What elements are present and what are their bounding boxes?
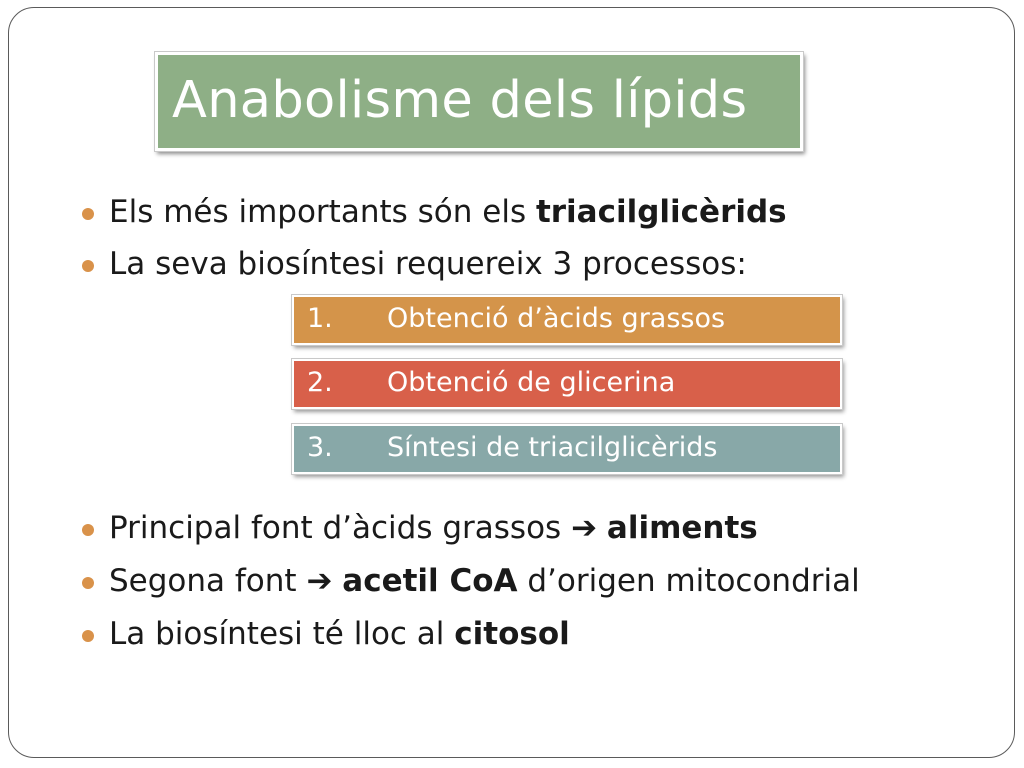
bullet-text-plain: La seva biosíntesi requereix 3 processos: (109, 246, 747, 282)
bullet-text-plain: Segona font (109, 563, 307, 599)
bullet-text-bold: aliments (606, 510, 758, 546)
bullet-dot-icon (82, 208, 94, 220)
step-number: 2. (307, 367, 333, 398)
right-arrow-icon: ➔ (571, 510, 598, 546)
bullet-text (109, 194, 787, 230)
bullet-dot-icon (82, 577, 94, 589)
step-label: Obtenció de glicerina (387, 367, 676, 398)
bullet-dot-icon (82, 524, 94, 536)
right-arrow-icon: ➔ (306, 563, 333, 599)
step-box-1 (292, 295, 842, 345)
step-number: 1. (307, 303, 333, 334)
bullet-text-bold: triacilglicèrids (535, 194, 787, 230)
bullet-text-plain: d’origen mitocondrial (517, 563, 860, 599)
bullet-text-plain: Principal font d’àcids grassos (109, 510, 572, 546)
bullet-text (109, 246, 747, 282)
title-box (155, 52, 803, 151)
bullet-text (109, 510, 758, 546)
step-box-3 (292, 424, 842, 474)
slide-title: Anabolisme dels lípids (172, 71, 748, 130)
bullet-text-plain: La biosíntesi té lloc al (109, 616, 455, 652)
step-number: 3. (307, 432, 333, 463)
bullet-text-plain: Els més importants són els (109, 194, 536, 230)
bullet-text (109, 616, 570, 652)
bullet-text-bold: acetil CoA (342, 563, 518, 599)
bullet-dot-icon (82, 630, 94, 642)
bullet-text-bold: citosol (454, 616, 570, 652)
step-label: Obtenció d’àcids grassos (387, 303, 726, 334)
step-box-2 (292, 359, 842, 409)
bullet-text (109, 563, 860, 599)
step-label: Síntesi de triacilglicèrids (387, 432, 718, 463)
bullet-dot-icon (82, 260, 94, 272)
